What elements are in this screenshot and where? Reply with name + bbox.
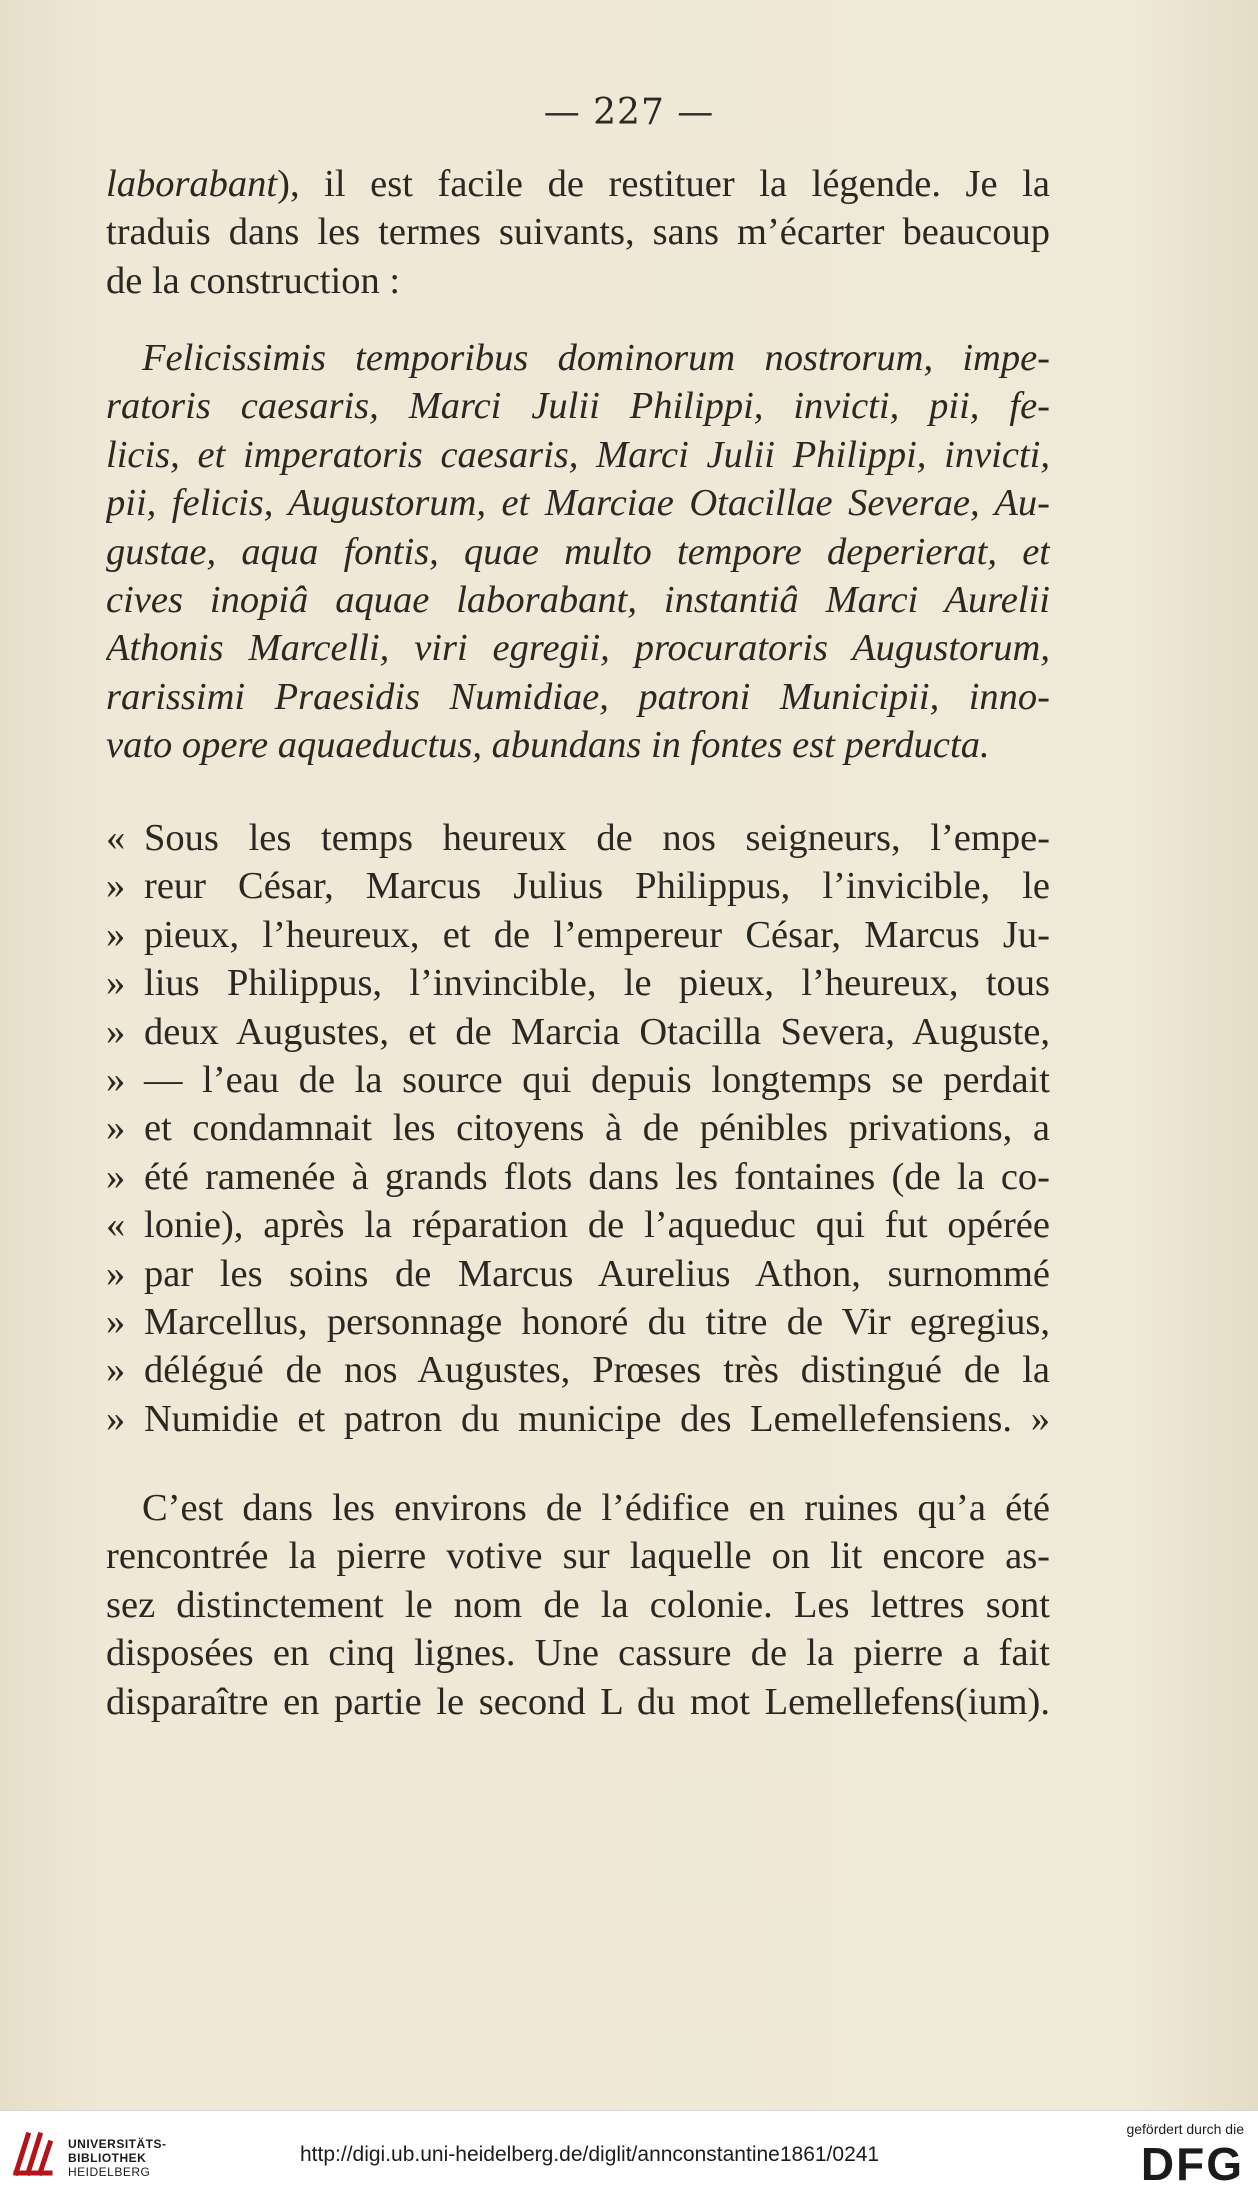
quote-mark: « — [106, 1204, 126, 1247]
quote-mark: » — [106, 1010, 126, 1053]
permalink-url[interactable]: http://digi.ub.uni-heidelberg.de/diglit/annconstantine1861/0241 — [300, 2143, 880, 2166]
quote-line: » reur César, Marcus Julius Philippus, l’invicible, le — [106, 862, 1050, 910]
quote-mark: » — [106, 1349, 126, 1392]
text-line: disposées en cinq lignes. Une cassure de la pierre a fait — [106, 1632, 1050, 1675]
text-line: licis, et imperatoris caesaris, Marci Julii Philippi, invicti, — [106, 433, 1050, 476]
quote-line: » Marcellus, personnage honoré du titre de Vir egregius, — [106, 1298, 1050, 1346]
quote-mark: » — [106, 1107, 126, 1150]
dfg-logo: DFG — [1140, 2138, 1244, 2190]
quote-line: » pieux, l’heureux, et de l’empereur César, Marcus Ju- — [106, 911, 1050, 959]
quote-line: » lius Philippus, l’invincible, le pieux, l’heureux, tous — [106, 959, 1050, 1007]
text-line: pii, felicis, Augustorum, et Marciae Otacillae Severae, Au- — [106, 482, 1050, 525]
text-line: gustae, aqua fontis, quae multo tempore deperierat, et — [106, 530, 1050, 573]
viewer-footer — [0, 2110, 1258, 2202]
quote-mark: » — [106, 1300, 126, 1343]
text-line: rencontrée la pierre votive sur laquelle on lit encore as- — [106, 1535, 1050, 1578]
text-line: ratoris caesaris, Marci Julii Philippi, invicti, pii, fe- — [106, 385, 1050, 428]
quote-line: » Numidie et patron du municipe des Lemellefensiens. » — [106, 1395, 1050, 1443]
text-line: Athonis Marcelli, viri egregii, procuratoris Augustorum, — [106, 627, 1050, 670]
quote-mark: » — [106, 1155, 126, 1198]
text-line: laborabant), il est facile de restituer la légende. Je la — [106, 163, 1050, 205]
quote-mark: « — [106, 817, 126, 859]
text-line: vato opere aquaeductus, abundans in fontes est perducta. — [106, 724, 990, 767]
translation-quote — [106, 814, 1050, 1443]
quote-line: » par les soins de Marcus Aurelius Athon, surnommé — [106, 1250, 1050, 1298]
text-line: cives inopiâ aquae laborabant, instantiâ Marci Aurelii — [106, 578, 1050, 621]
quote-line: » délégué de nos Augustes, Prœses très distingué de la — [106, 1346, 1050, 1394]
text-line: disparaître en partie le second L du mot Lemellefens(ium). — [106, 1680, 1050, 1723]
latin-inscription — [106, 334, 1050, 770]
text-line: rarissimi Praesidis Numidiae, patroni Municipii, inno- — [106, 675, 1050, 718]
quote-mark: » — [106, 1397, 126, 1440]
library-name: UNIVERSITÄTS- BIBLIOTHEK HEIDELBERG — [68, 2137, 167, 2179]
quote-mark: » — [106, 1058, 126, 1101]
italic-word: laborabant — [106, 163, 278, 205]
quote-line: » et condamnait les citoyens à de pénibles privations, a — [106, 1104, 1050, 1152]
quote-line: » été ramenée à grands flots dans les fontaines (de la co- — [106, 1153, 1050, 1201]
quote-mark: » — [106, 865, 126, 908]
quote-line: « Sous les temps heureux de nos seigneurs, l’empe- — [106, 814, 1050, 862]
text-line: sez distinctement le nom de la colonie. Les lettres sont — [106, 1583, 1050, 1626]
library-logo-icon — [10, 2123, 54, 2183]
text-line: C’est dans les environs de l’édifice en ruines qu’a été — [142, 1487, 1050, 1529]
text-line: traduis dans les termes suivants, sans m’écarter beaucoup — [106, 211, 1050, 254]
page-number: — 227 — — [543, 92, 715, 133]
quote-mark: » — [106, 913, 126, 956]
text-line: de la construction : — [106, 259, 401, 302]
paragraph-stone — [106, 1484, 1050, 1726]
library-logo — [10, 2123, 200, 2193]
text-line: Felicissimis temporibus dominorum nostrorum, impe- — [142, 337, 1050, 379]
quote-line: » — l’eau de la source qui depuis longtemps se perdait — [106, 1056, 1050, 1104]
quote-line: « lonie), après la réparation de l’aqueduc qui fut opérée — [106, 1201, 1050, 1249]
funder-logo — [1126, 2121, 1244, 2191]
funded-by-label: gefördert durch die — [1126, 2121, 1244, 2137]
quote-mark: » — [106, 962, 126, 1005]
paragraph-intro — [106, 160, 1050, 305]
quote-mark: » — [106, 1252, 126, 1295]
quote-line: » deux Augustes, et de Marcia Otacilla Severa, Auguste, — [106, 1008, 1050, 1056]
